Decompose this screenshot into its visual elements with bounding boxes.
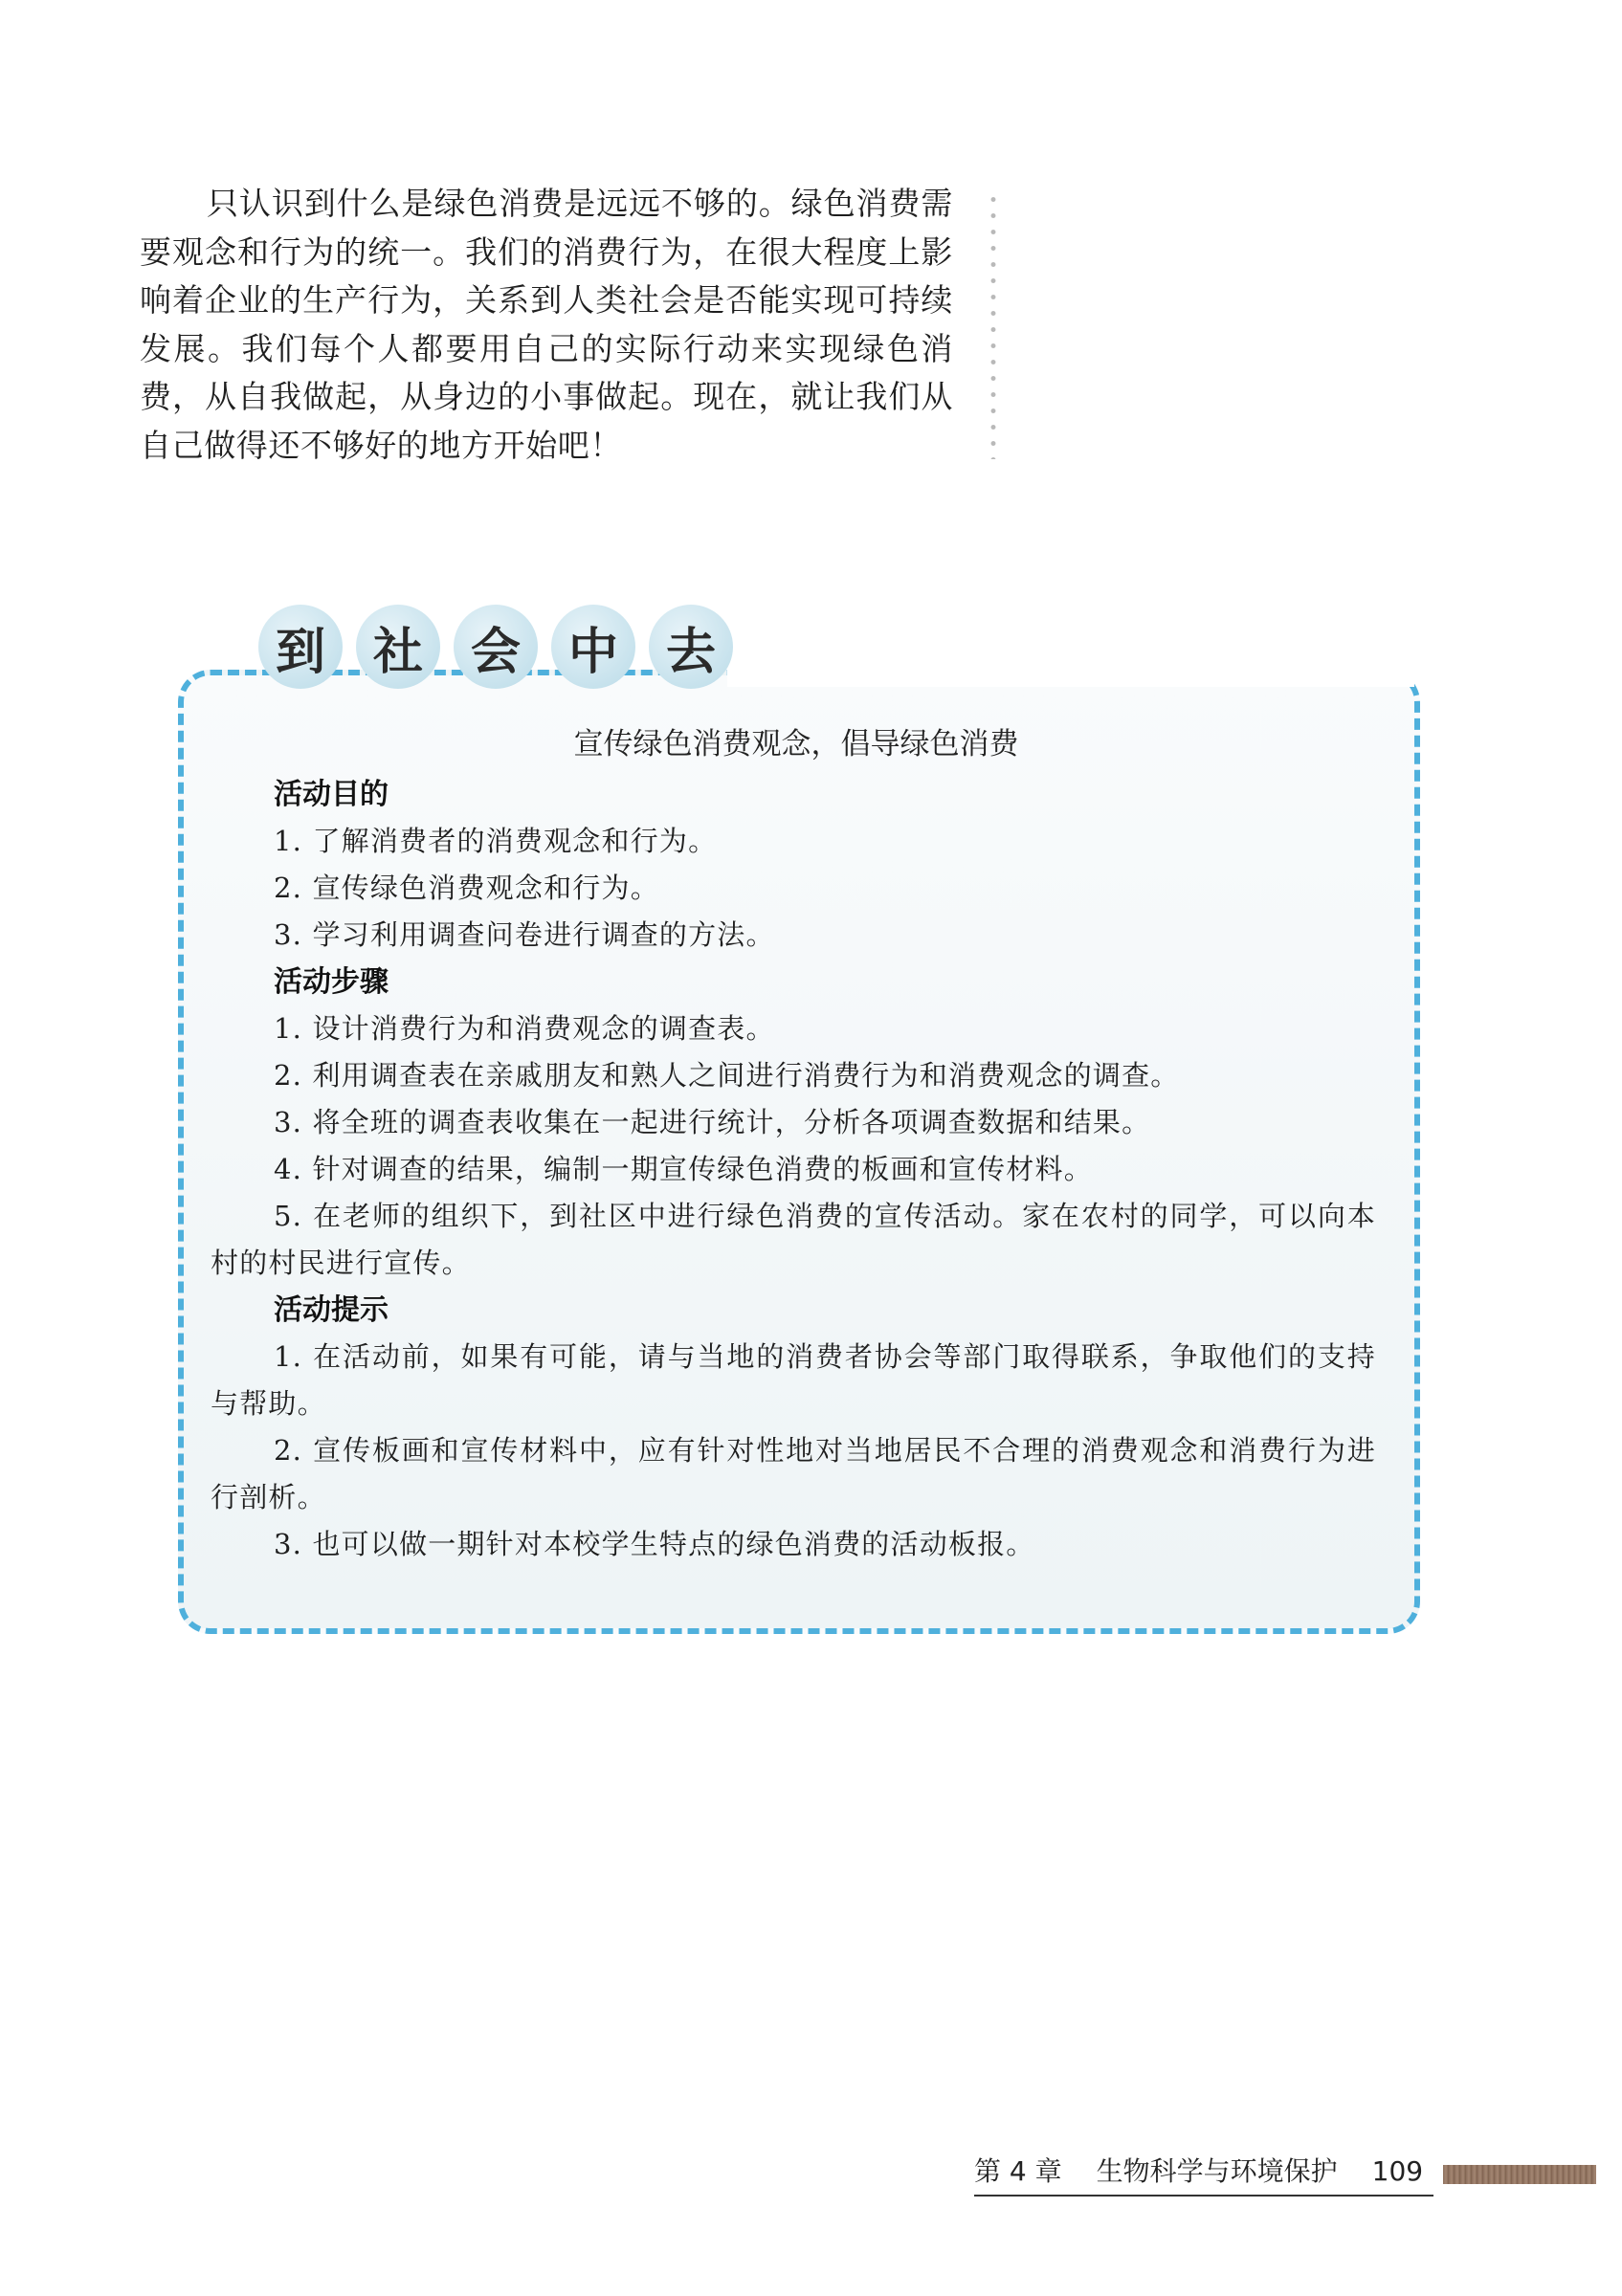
- footer-decorative-bar: [1443, 2165, 1596, 2184]
- section-header-char-3: 会: [454, 605, 538, 689]
- purpose-item: 1. 了解消费者的消费观念和行为。: [274, 825, 718, 857]
- tips-item: 1. 在活动前，如果有可能，请与当地的消费者协会等部门取得联系，争取他们的支持与帮助。: [211, 1340, 1376, 1420]
- steps-item: 4. 针对调查的结果，编制一期宣传绿色消费的板画和宣传材料。: [274, 1153, 1093, 1185]
- purpose-item: 3. 学习利用调查问卷进行调查的方法。: [274, 918, 775, 951]
- steps-item: 5. 在老师的组织下，到社区中进行绿色消费的宣传活动。家在农村的同学，可以向本村的村民进行宣传。: [211, 1200, 1376, 1279]
- dotted-margin-line: [990, 191, 996, 459]
- activity-title: 宣传绿色消费观念，倡导绿色消费: [573, 727, 1019, 762]
- steps-item: 3. 将全班的调查表收集在一起进行统计，分析各项调查数据和结果。: [274, 1106, 1151, 1138]
- page-footer: [974, 2151, 1433, 2197]
- purpose-heading: 活动目的: [274, 778, 389, 811]
- purpose-item: 2. 宣传绿色消费观念和行为。: [274, 872, 659, 904]
- tips-heading: 活动提示: [274, 1293, 389, 1327]
- tips-item: 3. 也可以做一期针对本校学生特点的绿色消费的活动板报。: [274, 1528, 1035, 1560]
- activity-content: [211, 771, 1376, 1568]
- steps-item: 1. 设计消费行为和消费观念的调查表。: [274, 1012, 775, 1045]
- footer-subject: 生物科学与环境保护: [1096, 2155, 1338, 2187]
- section-header-char-2: 社: [356, 605, 440, 689]
- section-header-char-1: 到: [258, 605, 343, 689]
- box-top-gap: [727, 662, 1414, 687]
- tips-item: 2. 宣传板画和宣传材料中，应有针对性地对当地居民不合理的消费观念和消费行为进行剖析。: [211, 1434, 1376, 1513]
- steps-item: 2. 利用调查表在亲戚朋友和熟人之间进行消费行为和消费观念的调查。: [274, 1059, 1180, 1092]
- steps-heading: 活动步骤: [274, 965, 389, 999]
- section-header-char-4: 中: [551, 605, 635, 689]
- section-header-char-5: 去: [649, 605, 733, 689]
- intro-text: [140, 180, 953, 471]
- page-number: 109: [1371, 2155, 1424, 2187]
- footer-chapter: 第 4 章: [974, 2155, 1062, 2187]
- intro-paragraph: 只认识到什么是绿色消费是远远不够的。绿色消费需要观念和行为的统一。我们的消费行为，在很大程度上影响着企业的生产行为，关系到人类社会是否能实现可持续发展。我们每个人都要用自己的实际行动来实现绿色消费，从自我做起，从身边的小事做起。现在，就让我们从自己做得还不够好的地方开始吧！: [140, 185, 953, 464]
